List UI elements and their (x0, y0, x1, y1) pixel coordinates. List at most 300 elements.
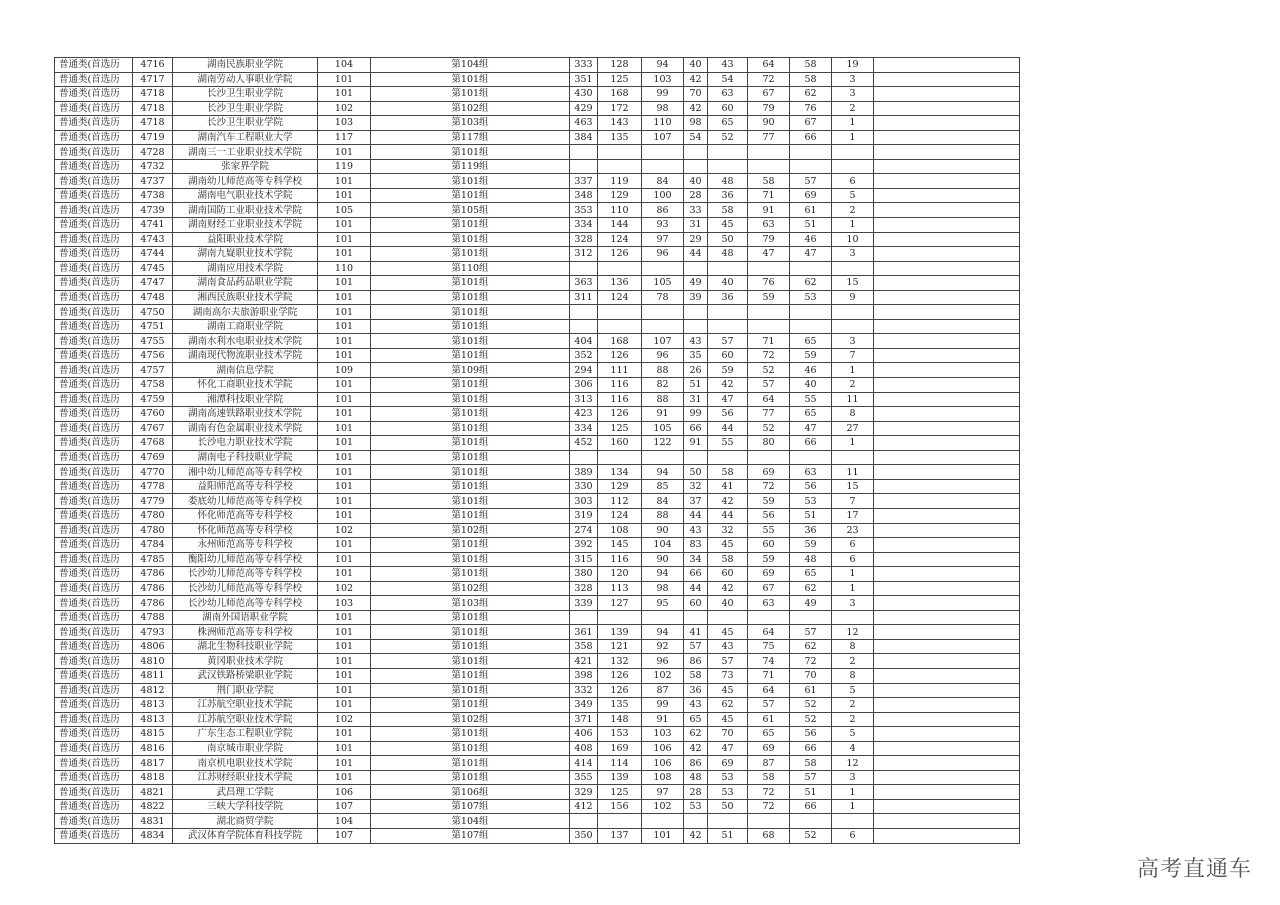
cell-extra (874, 334, 1020, 349)
cell-school-name: 湖北商贸学院 (173, 814, 318, 829)
cell-group-code: 107 (318, 828, 371, 843)
cell-category: 普通类(首选历 (55, 639, 133, 654)
cell-group-name: 第101组 (371, 392, 570, 407)
cell-score-e: 72 (748, 348, 790, 363)
cell-group-name: 第104组 (371, 814, 570, 829)
cell-score-d: 63 (708, 87, 748, 102)
cell-score-b (642, 610, 684, 625)
cell-code: 4716 (133, 58, 173, 73)
cell-score-e (748, 305, 790, 320)
table-row (55, 174, 1020, 189)
cell-group-name: 第101组 (371, 305, 570, 320)
cell-category: 普通类(首选历 (55, 668, 133, 683)
cell-score-f: 58 (790, 756, 832, 771)
table-row (55, 436, 1020, 451)
cell-score-e: 79 (748, 101, 790, 116)
cell-score-c: 40 (684, 58, 708, 73)
cell-group-name: 第117组 (371, 130, 570, 145)
cell-group-name: 第101组 (371, 727, 570, 742)
cell-score-d: 40 (708, 276, 748, 291)
cell-score-c: 26 (684, 363, 708, 378)
cell-group-code: 101 (318, 188, 371, 203)
cell-score-b: 93 (642, 218, 684, 233)
cell-count: 12 (832, 756, 874, 771)
cell-group-code: 101 (318, 290, 371, 305)
cell-group-code: 101 (318, 479, 371, 494)
cell-score-f (790, 145, 832, 160)
cell-extra (874, 567, 1020, 582)
cell-score-c: 91 (684, 436, 708, 451)
cell-total-score: 406 (570, 727, 598, 742)
cell-total-score: 303 (570, 494, 598, 509)
cell-score-a: 132 (598, 654, 642, 669)
cell-score-e: 79 (748, 232, 790, 247)
cell-score-a: 124 (598, 508, 642, 523)
cell-score-e: 57 (748, 378, 790, 393)
cell-total-score: 351 (570, 72, 598, 87)
cell-category: 普通类(首选历 (55, 407, 133, 422)
cell-score-d: 58 (708, 203, 748, 218)
cell-group-code: 104 (318, 58, 371, 73)
cell-score-d (708, 159, 748, 174)
cell-code: 4732 (133, 159, 173, 174)
cell-score-e: 76 (748, 276, 790, 291)
cell-score-a: 120 (598, 567, 642, 582)
cell-score-b: 85 (642, 479, 684, 494)
table-row (55, 596, 1020, 611)
cell-score-a: 135 (598, 698, 642, 713)
cell-school-name: 长沙卫生职业学院 (173, 87, 318, 102)
cell-total-score: 408 (570, 741, 598, 756)
cell-code: 4810 (133, 654, 173, 669)
cell-group-code: 101 (318, 87, 371, 102)
cell-extra (874, 668, 1020, 683)
cell-group-name: 第107组 (371, 828, 570, 843)
cell-score-a (598, 145, 642, 160)
cell-code: 4743 (133, 232, 173, 247)
cell-score-a: 168 (598, 334, 642, 349)
cell-code: 4718 (133, 87, 173, 102)
cell-score-f: 52 (790, 828, 832, 843)
cell-category: 普通类(首选历 (55, 828, 133, 843)
cell-score-e: 64 (748, 625, 790, 640)
cell-count: 12 (832, 625, 874, 640)
cell-score-f: 40 (790, 378, 832, 393)
cell-school-name: 张家界学院 (173, 159, 318, 174)
cell-school-name: 长沙电力职业技术学院 (173, 436, 318, 451)
cell-score-e: 87 (748, 756, 790, 771)
cell-score-d: 53 (708, 785, 748, 800)
cell-count (832, 319, 874, 334)
cell-group-code: 101 (318, 305, 371, 320)
cell-score-f: 67 (790, 116, 832, 131)
cell-score-f: 56 (790, 479, 832, 494)
cell-total-score: 392 (570, 538, 598, 553)
cell-category: 普通类(首选历 (55, 799, 133, 814)
cell-score-a: 145 (598, 538, 642, 553)
cell-category: 普通类(首选历 (55, 465, 133, 480)
cell-group-code: 101 (318, 727, 371, 742)
cell-code: 4739 (133, 203, 173, 218)
table-row (55, 261, 1020, 276)
cell-score-a: 126 (598, 668, 642, 683)
watermark-text: 高考直通车 (1136, 857, 1252, 882)
cell-group-code: 107 (318, 799, 371, 814)
cell-score-a (598, 814, 642, 829)
cell-school-name: 湘中幼儿师范高等专科学校 (173, 465, 318, 480)
cell-school-name: 株洲师范高等专科学校 (173, 625, 318, 640)
cell-school-name: 永州师范高等专科学校 (173, 538, 318, 553)
cell-group-code: 101 (318, 421, 371, 436)
cell-school-name: 怀化师范高等专科学校 (173, 508, 318, 523)
cell-total-score: 380 (570, 567, 598, 582)
cell-category: 普通类(首选历 (55, 450, 133, 465)
cell-school-name: 江苏航空职业技术学院 (173, 698, 318, 713)
cell-score-a: 125 (598, 72, 642, 87)
cell-count: 2 (832, 698, 874, 713)
cell-extra (874, 101, 1020, 116)
cell-extra (874, 116, 1020, 131)
cell-group-name: 第101组 (371, 87, 570, 102)
cell-score-c: 70 (684, 87, 708, 102)
cell-score-f: 65 (790, 567, 832, 582)
cell-code: 4788 (133, 610, 173, 625)
cell-group-name: 第110组 (371, 261, 570, 276)
cell-group-code: 105 (318, 203, 371, 218)
cell-score-d: 40 (708, 596, 748, 611)
cell-score-a (598, 261, 642, 276)
cell-code: 4744 (133, 247, 173, 262)
table-row (55, 116, 1020, 131)
cell-score-c: 41 (684, 625, 708, 640)
cell-count: 11 (832, 392, 874, 407)
cell-score-f: 36 (790, 523, 832, 538)
cell-score-d: 42 (708, 494, 748, 509)
cell-code: 4759 (133, 392, 173, 407)
cell-category: 普通类(首选历 (55, 538, 133, 553)
cell-score-a (598, 305, 642, 320)
cell-score-d: 42 (708, 378, 748, 393)
cell-extra (874, 58, 1020, 73)
cell-extra (874, 581, 1020, 596)
cell-score-c (684, 159, 708, 174)
cell-score-f (790, 450, 832, 465)
cell-total-score (570, 814, 598, 829)
cell-score-c (684, 145, 708, 160)
cell-category: 普通类(首选历 (55, 698, 133, 713)
cell-school-name: 南京城市职业学院 (173, 741, 318, 756)
cell-extra (874, 698, 1020, 713)
cell-score-a: 126 (598, 247, 642, 262)
cell-score-f: 72 (790, 654, 832, 669)
cell-school-name: 益阳师范高等专科学校 (173, 479, 318, 494)
cell-score-f (790, 305, 832, 320)
table-row (55, 712, 1020, 727)
cell-category: 普通类(首选历 (55, 159, 133, 174)
cell-score-c: 58 (684, 668, 708, 683)
cell-score-e: 69 (748, 567, 790, 582)
cell-extra (874, 654, 1020, 669)
cell-category: 普通类(首选历 (55, 72, 133, 87)
cell-group-code: 101 (318, 392, 371, 407)
cell-count: 7 (832, 494, 874, 509)
cell-score-a: 148 (598, 712, 642, 727)
cell-score-b: 97 (642, 785, 684, 800)
cell-school-name: 长沙卫生职业学院 (173, 101, 318, 116)
cell-score-b: 98 (642, 581, 684, 596)
cell-score-f: 76 (790, 101, 832, 116)
table-row (55, 319, 1020, 334)
cell-score-f: 62 (790, 639, 832, 654)
cell-extra (874, 508, 1020, 523)
admission-score-table (54, 57, 1020, 844)
cell-score-b: 84 (642, 174, 684, 189)
cell-extra (874, 87, 1020, 102)
cell-category: 普通类(首选历 (55, 319, 133, 334)
cell-score-e: 71 (748, 188, 790, 203)
cell-count: 8 (832, 639, 874, 654)
cell-score-c: 43 (684, 334, 708, 349)
cell-count: 6 (832, 552, 874, 567)
table-row (55, 407, 1020, 422)
cell-code: 4751 (133, 319, 173, 334)
cell-score-e: 64 (748, 58, 790, 73)
cell-total-score: 361 (570, 625, 598, 640)
cell-score-d: 43 (708, 639, 748, 654)
table-row (55, 465, 1020, 480)
cell-code: 4780 (133, 508, 173, 523)
cell-score-e: 71 (748, 668, 790, 683)
cell-code: 4748 (133, 290, 173, 305)
table-row (55, 625, 1020, 640)
cell-school-name: 广东生态工程职业学院 (173, 727, 318, 742)
cell-score-d: 69 (708, 756, 748, 771)
cell-score-c (684, 261, 708, 276)
cell-group-code: 101 (318, 610, 371, 625)
cell-score-b: 90 (642, 552, 684, 567)
cell-score-c (684, 305, 708, 320)
cell-score-a: 116 (598, 392, 642, 407)
cell-total-score: 339 (570, 596, 598, 611)
cell-school-name: 湖南有色金属职业技术学院 (173, 421, 318, 436)
cell-score-f (790, 319, 832, 334)
table-row (55, 523, 1020, 538)
cell-code: 4786 (133, 567, 173, 582)
cell-score-d: 47 (708, 392, 748, 407)
table-row (55, 668, 1020, 683)
cell-score-f: 59 (790, 348, 832, 363)
table-row (55, 610, 1020, 625)
cell-group-name: 第101组 (371, 756, 570, 771)
cell-score-b: 99 (642, 698, 684, 713)
cell-category: 普通类(首选历 (55, 712, 133, 727)
cell-score-c: 43 (684, 698, 708, 713)
cell-extra (874, 538, 1020, 553)
table-row (55, 479, 1020, 494)
cell-score-c: 66 (684, 421, 708, 436)
cell-score-c (684, 610, 708, 625)
table-row (55, 828, 1020, 843)
cell-group-name: 第101组 (371, 698, 570, 713)
cell-score-c: 86 (684, 756, 708, 771)
cell-score-e: 69 (748, 465, 790, 480)
cell-score-d: 73 (708, 668, 748, 683)
cell-category: 普通类(首选历 (55, 87, 133, 102)
cell-score-b: 94 (642, 567, 684, 582)
cell-score-e (748, 814, 790, 829)
table-row (55, 378, 1020, 393)
cell-score-a: 127 (598, 596, 642, 611)
table-row (55, 450, 1020, 465)
cell-category: 普通类(首选历 (55, 610, 133, 625)
cell-score-a: 160 (598, 436, 642, 451)
cell-score-d: 45 (708, 712, 748, 727)
cell-school-name: 湖南国防工业职业技术学院 (173, 203, 318, 218)
cell-score-d: 65 (708, 116, 748, 131)
cell-total-score: 452 (570, 436, 598, 451)
cell-score-a: 112 (598, 494, 642, 509)
cell-category: 普通类(首选历 (55, 436, 133, 451)
cell-score-b: 107 (642, 334, 684, 349)
cell-category: 普通类(首选历 (55, 203, 133, 218)
cell-score-d: 36 (708, 188, 748, 203)
cell-code: 4760 (133, 407, 173, 422)
cell-extra (874, 727, 1020, 742)
cell-category: 普通类(首选历 (55, 625, 133, 640)
cell-category: 普通类(首选历 (55, 348, 133, 363)
table-row (55, 145, 1020, 160)
table-row (55, 188, 1020, 203)
cell-score-f: 65 (790, 407, 832, 422)
cell-score-d: 50 (708, 232, 748, 247)
cell-score-f: 70 (790, 668, 832, 683)
cell-group-name: 第101组 (371, 72, 570, 87)
cell-score-b (642, 159, 684, 174)
cell-score-b: 96 (642, 348, 684, 363)
cell-extra (874, 145, 1020, 160)
cell-score-f: 62 (790, 87, 832, 102)
cell-extra (874, 639, 1020, 654)
cell-count: 27 (832, 421, 874, 436)
table-row (55, 654, 1020, 669)
cell-score-e: 71 (748, 334, 790, 349)
cell-score-e: 91 (748, 203, 790, 218)
cell-score-f (790, 159, 832, 174)
cell-count: 8 (832, 668, 874, 683)
cell-group-name: 第101组 (371, 319, 570, 334)
cell-score-c (684, 814, 708, 829)
table-row (55, 290, 1020, 305)
cell-school-name: 湖南三一工业职业技术学院 (173, 145, 318, 160)
cell-code: 4831 (133, 814, 173, 829)
cell-score-e: 64 (748, 683, 790, 698)
cell-code: 4813 (133, 698, 173, 713)
cell-score-b: 103 (642, 72, 684, 87)
cell-score-b: 84 (642, 494, 684, 509)
cell-total-score: 328 (570, 232, 598, 247)
cell-code: 4817 (133, 756, 173, 771)
cell-extra (874, 348, 1020, 363)
cell-score-d: 52 (708, 130, 748, 145)
cell-group-name: 第101组 (371, 770, 570, 785)
cell-group-name: 第101组 (371, 276, 570, 291)
cell-score-a: 126 (598, 407, 642, 422)
cell-total-score: 315 (570, 552, 598, 567)
cell-school-name: 武汉铁路桥梁职业学院 (173, 668, 318, 683)
cell-extra (874, 261, 1020, 276)
cell-score-c: 40 (684, 174, 708, 189)
cell-school-name: 湖南信息学院 (173, 363, 318, 378)
cell-score-b: 96 (642, 654, 684, 669)
cell-code: 4719 (133, 130, 173, 145)
cell-group-name: 第104组 (371, 58, 570, 73)
cell-score-f: 53 (790, 494, 832, 509)
cell-group-name: 第101组 (371, 378, 570, 393)
cell-code: 4717 (133, 72, 173, 87)
cell-group-code: 110 (318, 261, 371, 276)
cell-code: 4747 (133, 276, 173, 291)
cell-count: 3 (832, 770, 874, 785)
cell-extra (874, 290, 1020, 305)
cell-score-c: 48 (684, 770, 708, 785)
cell-count: 2 (832, 203, 874, 218)
table-row (55, 552, 1020, 567)
cell-score-d: 45 (708, 218, 748, 233)
cell-score-b: 91 (642, 712, 684, 727)
table-row (55, 87, 1020, 102)
cell-score-a: 126 (598, 683, 642, 698)
cell-group-code: 101 (318, 552, 371, 567)
cell-group-code: 101 (318, 654, 371, 669)
cell-total-score (570, 145, 598, 160)
cell-score-e: 74 (748, 654, 790, 669)
cell-score-a: 136 (598, 276, 642, 291)
cell-category: 普通类(首选历 (55, 188, 133, 203)
cell-code: 4813 (133, 712, 173, 727)
cell-category: 普通类(首选历 (55, 247, 133, 262)
cell-category: 普通类(首选历 (55, 130, 133, 145)
cell-score-f: 69 (790, 188, 832, 203)
cell-code: 4755 (133, 334, 173, 349)
cell-count (832, 145, 874, 160)
cell-score-a: 108 (598, 523, 642, 538)
cell-group-code: 101 (318, 334, 371, 349)
cell-score-a: 121 (598, 639, 642, 654)
cell-school-name: 湘潭科技职业学院 (173, 392, 318, 407)
cell-score-d: 48 (708, 174, 748, 189)
cell-total-score: 463 (570, 116, 598, 131)
cell-extra (874, 523, 1020, 538)
cell-score-a: 169 (598, 741, 642, 756)
cell-total-score: 421 (570, 654, 598, 669)
cell-school-name: 湖南劳动人事职业学院 (173, 72, 318, 87)
cell-extra (874, 741, 1020, 756)
cell-extra (874, 625, 1020, 640)
cell-school-name: 黄冈职业技术学院 (173, 654, 318, 669)
cell-score-f: 56 (790, 727, 832, 742)
cell-category: 普通类(首选历 (55, 683, 133, 698)
cell-extra (874, 756, 1020, 771)
cell-code: 4758 (133, 378, 173, 393)
cell-score-e: 72 (748, 799, 790, 814)
cell-total-score: 389 (570, 465, 598, 480)
cell-total-score: 412 (570, 799, 598, 814)
cell-score-a: 129 (598, 479, 642, 494)
cell-count (832, 305, 874, 320)
cell-code: 4750 (133, 305, 173, 320)
cell-group-name: 第101组 (371, 348, 570, 363)
cell-count: 10 (832, 232, 874, 247)
